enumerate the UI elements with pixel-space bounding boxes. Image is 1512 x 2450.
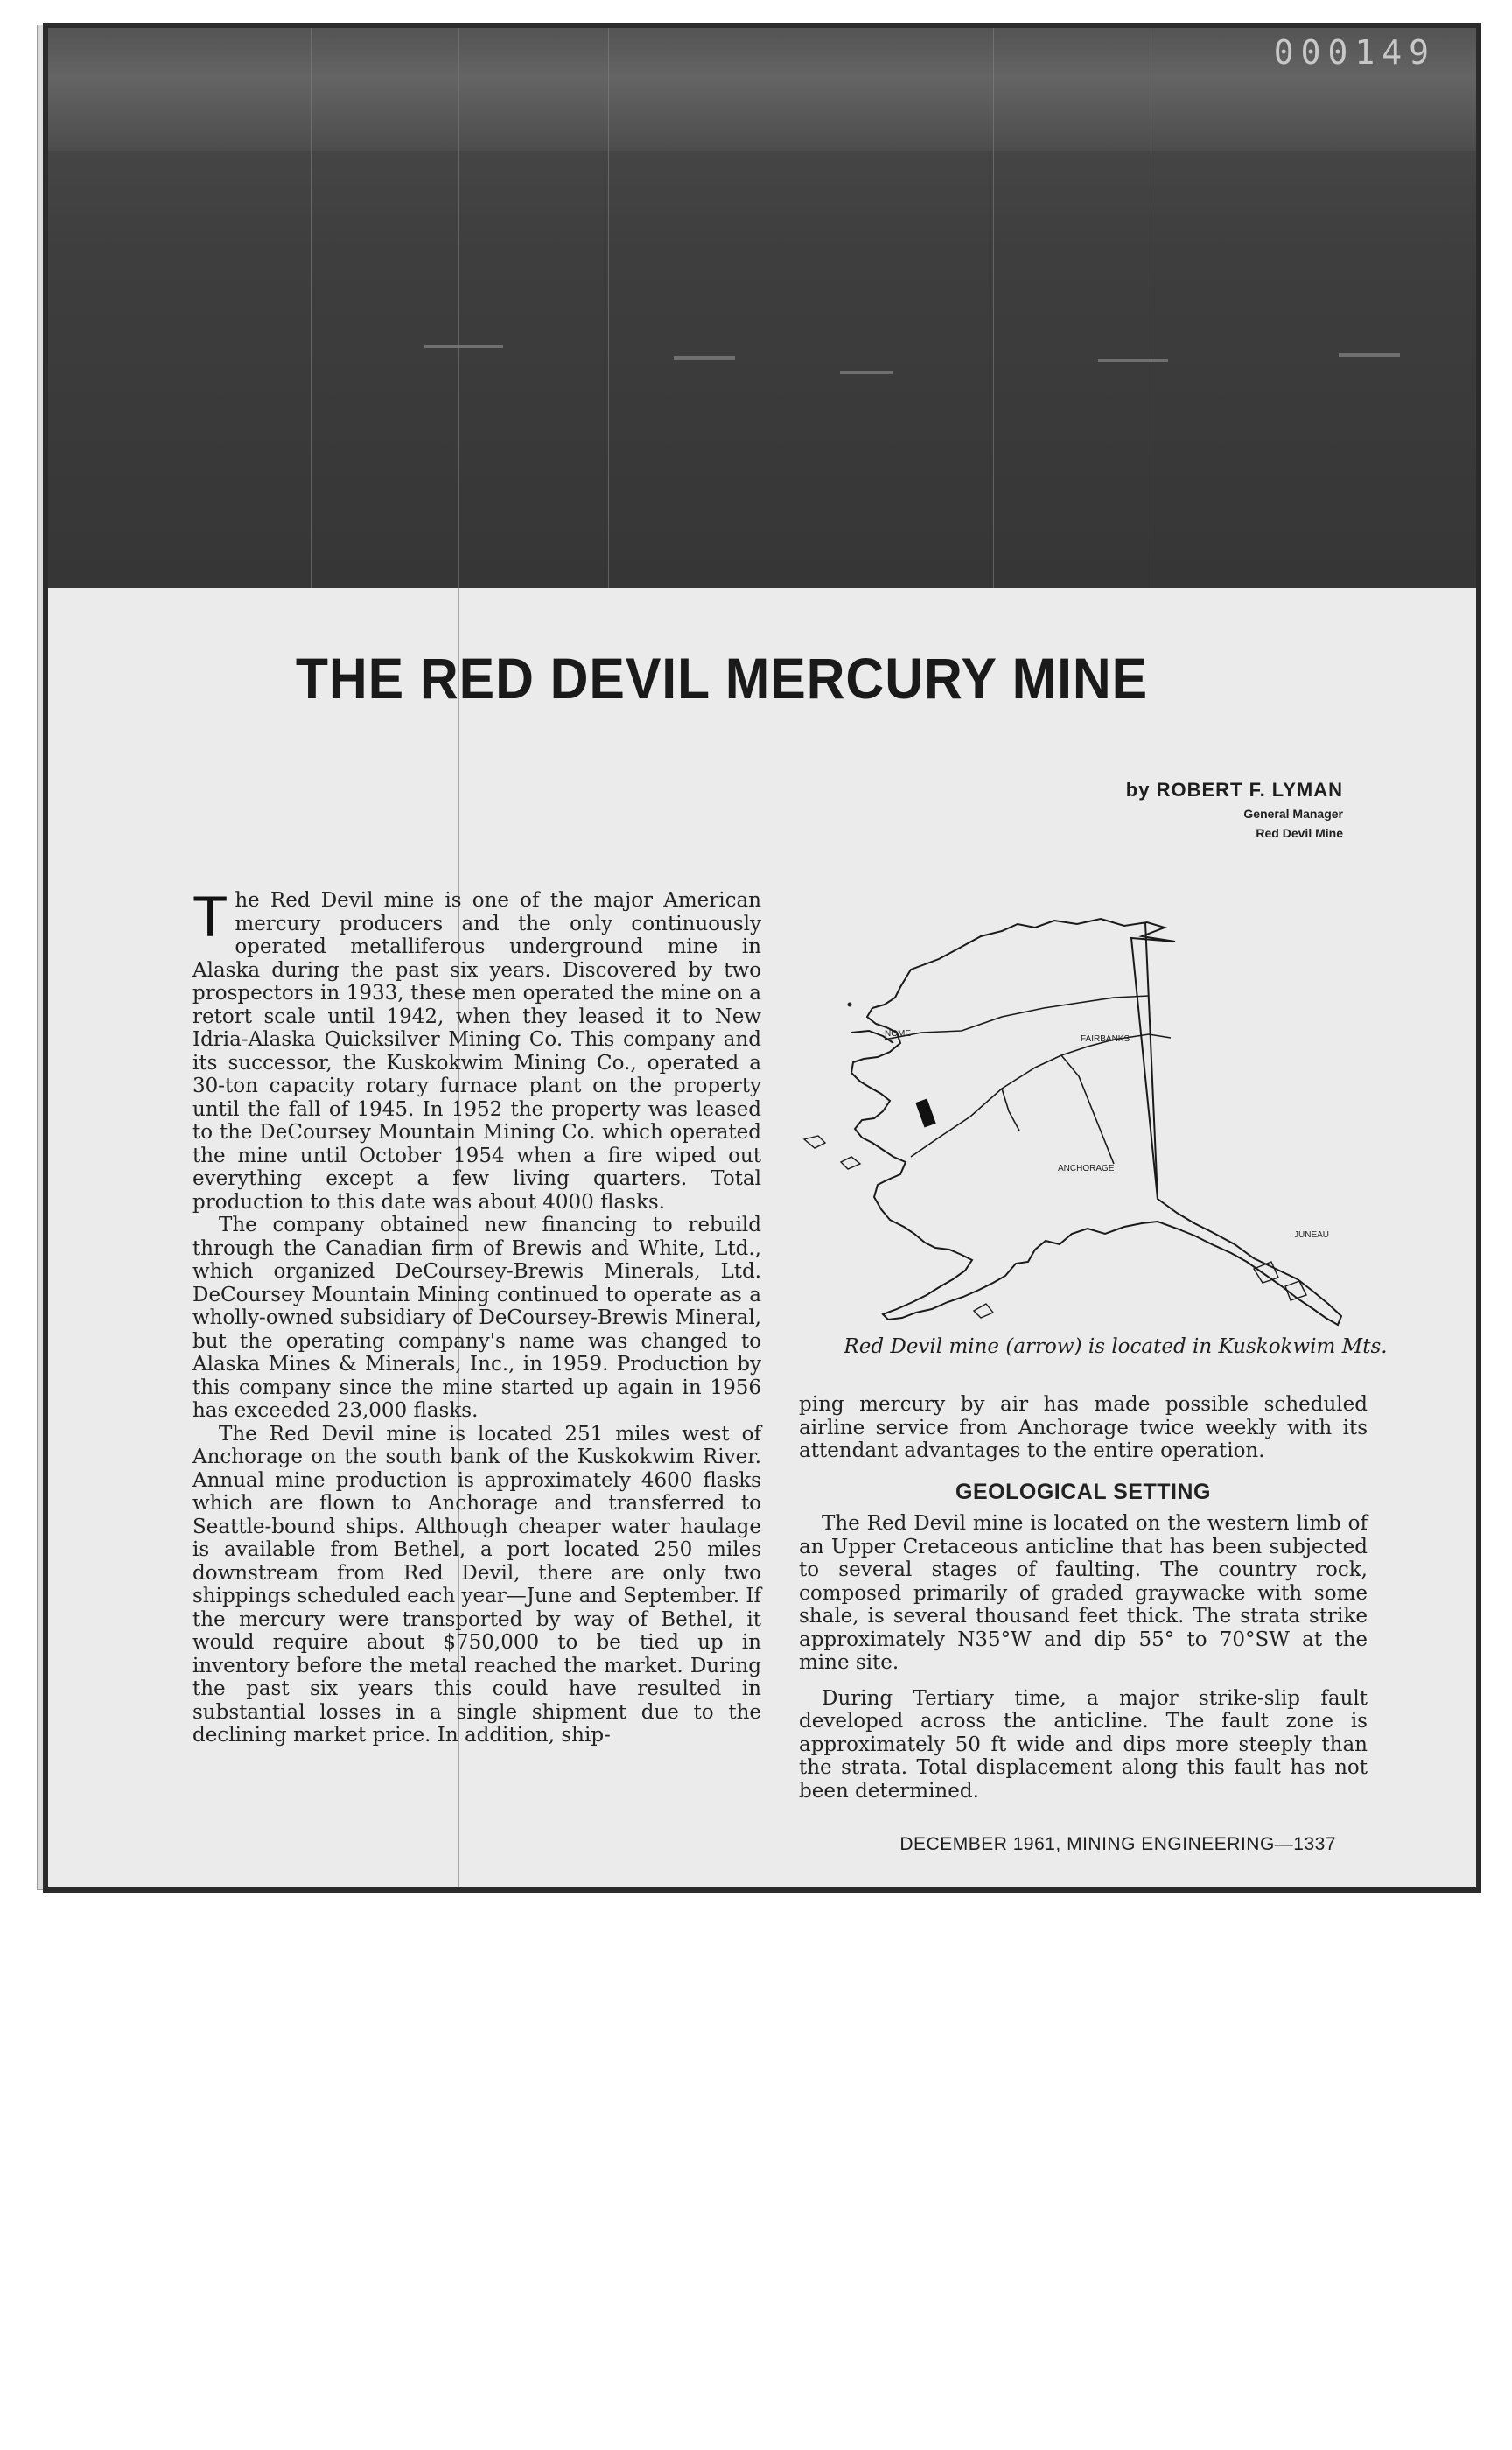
header-photo [48,28,1476,588]
paragraph-4: ping mercury by air has made possible scheduled airline service from Anchorage twice weekly with its attendant advantages to the entire operation. [799,1393,1368,1462]
map-label-nome: NOME [885,1029,911,1039]
map-label-juneau: JUNEAU [1294,1230,1330,1240]
paragraph-5: The Red Devil mine is located on the western limb of an Upper Cretaceous anticline that has been subjected to several stages of faulting. The country rock, composed primarily of graded graywacke with some shale, is several thousand feet thick. The strata strike approximately N35°W and dip 55° to 70°SW at the mine site. [799,1512,1368,1674]
map-label-fairbanks: FAIRBANKS [1081,1034,1130,1044]
islands [804,1136,1306,1318]
alaska-map [799,901,1429,1339]
section-heading: GEOLOGICAL SETTING [956,1479,1211,1504]
magazine-page [48,28,1476,1887]
author-role: General Manager [1243,807,1343,821]
document-stamp: 000149 [1273,33,1436,72]
rivers [885,996,1171,1164]
map-label-anchorage: ANCHORAGE [1058,1164,1115,1173]
paragraph-6: During Tertiary time, a major strike-slip fault developed across the anticline. The fault zone is approximately 50 ft wide and dips more steeply than the strata. Total displacement along this fault has not been determined. [799,1686,1368,1802]
article-title: THE RED DEVIL MERCURY MINE [295,646,1149,710]
paragraph-3: The Red Devil mine is located 251 miles west of Anchorage on the south bank of the Kuskokwim River. Annual mine production is approximately 4600 flasks which are flown to Anchorage and transferred to Seattle-bound ships. Although cheaper water haulage is available from Bethel, a port located 250 miles downstream from Red Devil, there are only two shippings scheduled each year—June and September. If the mercury were transported by way of Bethel, it would require about $750,000 to be tied up in inventory before the metal reached the market. During the past six years this could have resulted in substantial losses in a single shipment due to the declining market price. In addition, ship- [192,1422,761,1746]
mine-arrow-marker [915,1099,935,1128]
right-column [799,1393,1368,1802]
map-caption: Red Devil mine (arrow) is located in Kuskokwim Mts. [844,1335,1388,1358]
left-column [192,884,761,1747]
page-footer: DECEMBER 1961, MINING ENGINEERING—1337 [900,1834,1336,1854]
byline [1126,779,1343,840]
paragraph-2: The company obtained new financing to rebuild through the Canadian firm of Brewis and White, Ltd., which organized DeCoursey-Brewis Minerals, Ltd. DeCoursey Mountain Mining continued to operate as a wholly-owned subsidiary of DeCoursey-Brewis Mineral, but the operating company's name was changed to Alaska Mines & Minerals, Inc., in 1959. Production by this company since the mine started up again in 1956 has exceeded 23,000 flasks. [192,1214,761,1422]
drop-cap: T [192,884,228,948]
paragraph-1: The Red Devil mine is one of the major American mercury producers and the only continuously operated metalliferous underground mine in Alaska during the past six years. Discovered by two prospectors in 1933, these men operated the mine on a retort scale until 1942, when they leased it to New Idria-Alaska Quicksilver Mining Co. This company and its successor, the Kuskokwim Mining Co., operated a 30-ton capacity rotary furnace plant on the property until the fall of 1945. In 1952 the property was leased to the DeCoursey Mountain Mining Co. which operated the mine until October 1954 when a fire wiped out everything except a few living quarters. Total production to this date was about 4000 flasks. [192,884,761,1214]
author-mine: Red Devil Mine [1256,826,1343,840]
author-name: by ROBERT F. LYMAN [1125,779,1343,801]
